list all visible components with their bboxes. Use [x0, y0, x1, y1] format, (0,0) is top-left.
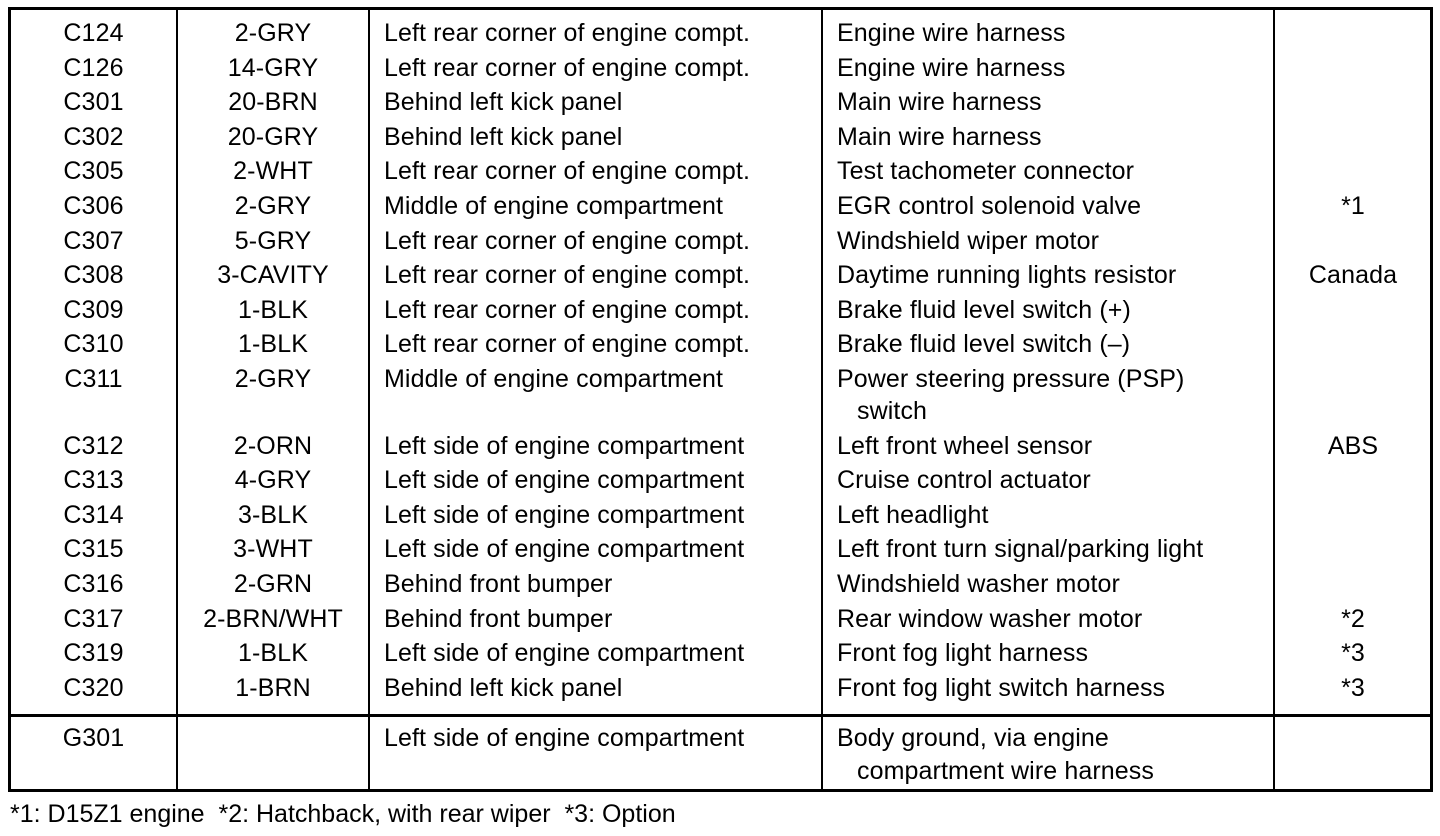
table-cell-location: Middle of engine compartment	[384, 192, 724, 220]
table-cell-code: C301	[63, 88, 124, 117]
table-cell-component: Brake fluid level switch (–)	[837, 330, 1131, 359]
table-cell-component: Rear window washer motor	[837, 604, 1143, 633]
table-cell-code: C313	[63, 466, 124, 495]
table-cell-component: Engine wire harness	[837, 53, 1066, 82]
table-cell-component: Cruise control actuator	[837, 466, 1091, 495]
table-cell-location: Behind front bumper	[384, 604, 613, 633]
table-cell-code: C319	[63, 639, 124, 668]
table-cell-component: Windshield wiper motor	[837, 226, 1100, 255]
table-cell-component: Front fog light switch harness	[837, 673, 1166, 702]
table-cell-location: Left rear corner of engine compt.	[384, 261, 750, 290]
table-cell-connector: 3-CAVITY	[217, 261, 329, 290]
table-cell-component: Brake fluid level switch (+)	[837, 295, 1131, 324]
table-cell-location: Middle of engine compartment	[384, 365, 724, 393]
table-cell-location: Left side of engine compartment	[384, 500, 745, 529]
column-divider	[368, 10, 370, 789]
table-cell-component: Engine wire harness	[837, 19, 1066, 47]
table-cell-connector: 1-BLK	[238, 639, 308, 668]
table-cell-code: C312	[63, 431, 124, 460]
table-cell-component: Main wire harness	[837, 122, 1042, 151]
table-cell-connector: 20-GRY	[227, 122, 319, 151]
table-cell-code: C317	[63, 604, 124, 633]
table-cell-component: Left front wheel sensor	[837, 431, 1093, 460]
table-cell-component-cont: switch	[857, 397, 928, 425]
table-cell-component: Left headlight	[837, 500, 989, 529]
footnote: *1: D15Z1 engine *2: Hatchback, with rear wiper *3: Option	[10, 800, 676, 828]
table-cell-component-cont: compartment wire harness	[857, 757, 1154, 785]
table-cell-note: *3	[1341, 673, 1365, 702]
table-cell-note: *3	[1341, 639, 1365, 668]
table-cell-note: *2	[1341, 604, 1365, 633]
table-cell-location: Left rear corner of engine compt.	[384, 295, 750, 324]
table-cell-code: C309	[63, 295, 124, 324]
table-cell-code: C320	[63, 673, 124, 702]
table-cell-note: Canada	[1308, 261, 1398, 290]
table-cell-component: Front fog light harness	[837, 639, 1089, 668]
table-cell-connector: 3-WHT	[233, 535, 313, 564]
table-cell-code: C126	[63, 53, 124, 82]
table-cell-component: Main wire harness	[837, 88, 1042, 117]
table-cell-code: G301	[62, 724, 125, 752]
table-cell-code: C307	[63, 226, 124, 255]
table-cell-connector: 1-BLK	[238, 330, 308, 359]
table-cell-component: Body ground, via engine	[837, 724, 1109, 752]
table-cell-location: Behind left kick panel	[384, 673, 623, 702]
table-cell-location: Left rear corner of engine compt.	[384, 226, 750, 255]
table-cell-connector: 1-BRN	[235, 673, 311, 702]
table-cell-connector: 2-GRY	[234, 192, 312, 220]
connector-table	[8, 7, 1433, 792]
table-cell-connector: 2-WHT	[233, 157, 313, 186]
table-cell-code: C311	[64, 365, 123, 393]
table-cell-note: ABS	[1327, 431, 1379, 460]
table-cell-connector: 1-BLK	[238, 295, 308, 324]
table-cell-component: Windshield washer motor	[837, 570, 1120, 598]
table-cell-location: Left side of engine compartment	[384, 639, 745, 668]
table-cell-code: C310	[63, 330, 124, 359]
table-cell-connector: 2-GRY	[234, 19, 312, 47]
table-cell-code: C316	[63, 570, 124, 598]
table-cell-location: Left side of engine compartment	[384, 431, 745, 460]
table-cell-location: Left side of engine compartment	[384, 535, 745, 564]
table-cell-component: EGR control solenoid valve	[837, 192, 1142, 220]
table-cell-connector: 2-GRN	[233, 570, 313, 598]
table-cell-connector: 3-BLK	[238, 500, 308, 529]
table-cell-code: C302	[63, 122, 124, 151]
column-divider	[821, 10, 823, 789]
table-cell-connector: 2-GRY	[234, 365, 312, 393]
table-cell-code: C315	[63, 535, 124, 564]
table-cell-component: Power steering pressure (PSP)	[837, 365, 1185, 393]
table-cell-connector: 2-ORN	[233, 431, 313, 460]
table-cell-location: Left rear corner of engine compt.	[384, 53, 750, 82]
table-cell-location: Behind front bumper	[384, 570, 613, 598]
table-cell-location: Behind left kick panel	[384, 88, 623, 117]
table-cell-code: C306	[63, 192, 124, 220]
table-cell-connector: 4-GRY	[234, 466, 312, 495]
table-cell-connector: 20-BRN	[228, 88, 318, 117]
table-cell-connector: 2-BRN/WHT	[203, 604, 343, 633]
table-cell-location: Left side of engine compartment	[384, 724, 745, 752]
table-cell-connector: 14-GRY	[227, 53, 319, 82]
table-cell-component: Daytime running lights resistor	[837, 261, 1177, 290]
table-cell-location: Behind left kick panel	[384, 122, 623, 151]
table-cell-note: *1	[1341, 192, 1365, 220]
table-cell-location: Left side of engine compartment	[384, 466, 745, 495]
table-cell-code: C314	[63, 500, 124, 529]
row-divider	[11, 714, 1430, 717]
table-cell-connector: 5-GRY	[234, 226, 312, 255]
table-cell-component: Left front turn signal/parking light	[837, 535, 1204, 564]
table-cell-code: C305	[63, 157, 124, 186]
table-cell-location: Left rear corner of engine compt.	[384, 330, 750, 359]
table-cell-code: C308	[63, 261, 124, 290]
table-cell-location: Left rear corner of engine compt.	[384, 19, 750, 47]
table-cell-location: Left rear corner of engine compt.	[384, 157, 750, 186]
table-cell-component: Test tachometer connector	[837, 157, 1135, 186]
table-cell-code: C124	[63, 19, 124, 47]
